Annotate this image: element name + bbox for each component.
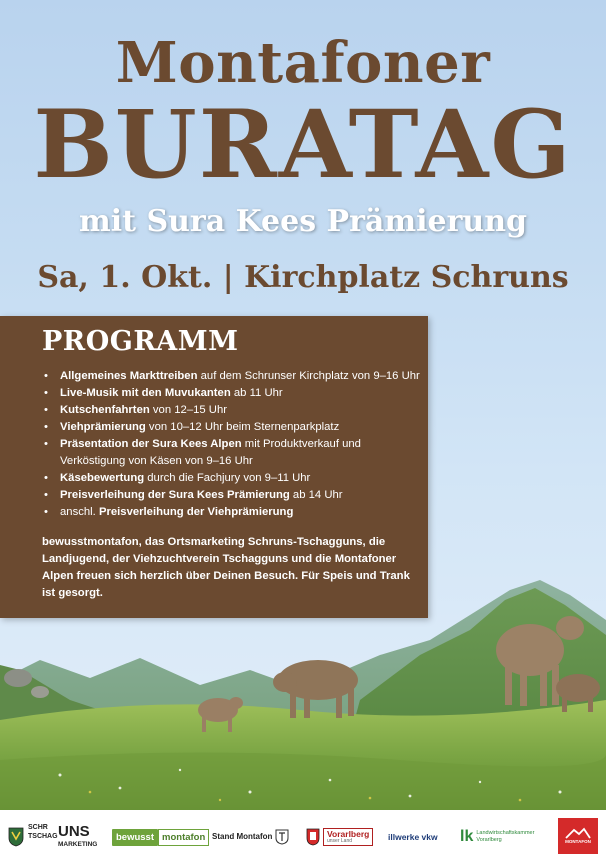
program-item-detail: von 10–12 Uhr beim Sternenparkplatz — [145, 421, 340, 433]
logo-text-vorarlberg: Vorarlberg — [327, 829, 370, 839]
closing-text: bewusstmontafon, das Ortsmarketing Schruns-Tschagguns, die Landjugend, der Viehzuchtverein Tschagguns und die Montafoner Alpen freuen sich herzlich über Deinen Besuch. Für Speis und Trank ist gesorgt. — [42, 536, 410, 599]
program-heading: PROGRAMM — [42, 326, 239, 357]
program-list — [42, 368, 422, 521]
program-item-highlight: Preisverleihung der Viehprämierung — [98, 506, 294, 518]
logo-text-illwerke: illwerke vkw — [388, 832, 438, 842]
program-item — [42, 402, 422, 419]
program-item-detail: von 12–15 Uhr — [149, 404, 228, 416]
logo-landwirtschaftskammer — [460, 824, 534, 850]
headline-montafoner: Montafoner — [115, 30, 491, 96]
program-item — [42, 436, 422, 470]
headline-subtitle: mit Sura Kees Prämierung — [79, 204, 527, 239]
logo-bewusstmontafon — [112, 824, 209, 850]
logo-text-montafon: montafon — [158, 829, 209, 846]
program-box — [0, 316, 428, 618]
program-item — [42, 419, 422, 436]
program-item-detail: ab 14 Uhr — [289, 489, 343, 501]
program-item-highlight: Live-Musik mit den Muvukanten — [60, 387, 231, 399]
logo-text-uns: UNS — [58, 823, 90, 840]
program-item-highlight: Präsentation der Sura Kees Alpen — [60, 438, 242, 450]
headline-buratag: BURATAG — [33, 90, 573, 200]
program-item-detail: auf dem Schrunser Kirchplatz von 9–16 Uhr — [197, 370, 420, 382]
program-item — [42, 385, 422, 402]
date-location: Sa, 1. Okt. | Kirchplatz Schruns — [37, 260, 569, 295]
logo-schruns-tschagguns — [8, 824, 100, 850]
program-item-highlight: Käsebewertung — [60, 472, 145, 484]
logo-text-marketing: MARKETING — [58, 841, 98, 848]
logo-text-montafon-red: MONTAFON — [565, 839, 591, 844]
logo-text-lk-line2: Vorarlberg — [476, 837, 502, 843]
program-item — [42, 368, 422, 385]
logo-text-lk-line1: Landwirtschaftskammer — [476, 830, 535, 836]
program-item-detail: durch die Fachjury von 9–11 Uhr — [144, 472, 311, 484]
coat-of-arms-icon — [8, 827, 24, 847]
logo-illwerke-vkw — [388, 824, 438, 850]
program-item — [42, 487, 422, 504]
logo-text-lk: lk — [460, 828, 474, 845]
mountain-logo-icon — [565, 827, 591, 839]
program-item — [42, 470, 422, 487]
logo-text-stand-montafon: Stand Montafon — [212, 832, 273, 841]
program-item-highlight: Kutschenfahrten — [60, 404, 150, 416]
program-item-detail: mit Produktverkauf und Verköstigung von Käsen von 9–16 Uhr — [60, 438, 361, 467]
stand-crest-icon — [275, 829, 289, 845]
logo-text-schr: SCHR — [28, 824, 48, 831]
program-item-highlight: Preisverleihung der Sura Kees Prämierung — [60, 489, 290, 501]
vorarlberg-crest-icon — [306, 828, 320, 846]
logo-text-unser-land: unser Land — [327, 838, 353, 844]
program-item-prefix: anschl. — [60, 506, 99, 518]
logo-montafon — [558, 818, 598, 854]
program-item-highlight: Viehprämierung — [60, 421, 146, 433]
logo-text-tschag: TSCHAG — [28, 833, 58, 840]
program-item-highlight: Allgemeines Markttreiben — [60, 370, 198, 382]
logo-vorarlberg — [306, 824, 373, 850]
sponsor-logo-bar — [0, 810, 606, 861]
program-item-detail: ab 11 Uhr — [230, 387, 283, 399]
logo-text-bewusst: bewusst — [112, 829, 158, 846]
program-item — [42, 504, 422, 521]
logo-stand-montafon — [212, 824, 289, 850]
